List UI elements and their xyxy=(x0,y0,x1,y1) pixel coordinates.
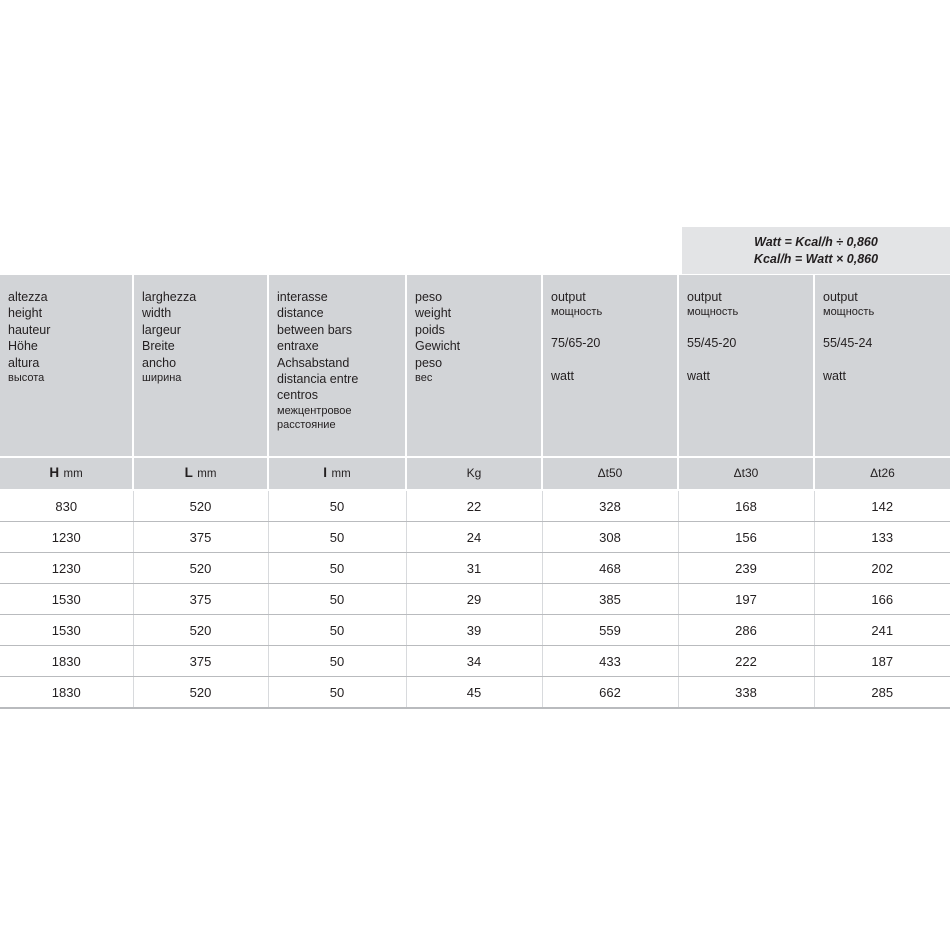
symbol-dt50: Δt50 xyxy=(597,466,623,480)
lang-en: weight xyxy=(415,306,452,321)
symbol-cell-height xyxy=(0,457,133,490)
cell-output-dt50: 433 xyxy=(542,646,678,677)
cell-output-dt50: 559 xyxy=(542,615,678,646)
table-row xyxy=(0,553,950,584)
lang-es: peso xyxy=(415,355,443,370)
conversion-note-line-2: Kcal/h = Watt × 0,860 xyxy=(753,251,879,266)
lang-de: Achsabstand xyxy=(277,355,350,370)
cell-height: 1230 xyxy=(0,553,133,584)
cell-output-dt30: 222 xyxy=(678,646,814,677)
cell-width: 520 xyxy=(133,677,268,709)
conversion-note xyxy=(682,226,950,274)
symbol-dt26: Δt26 xyxy=(870,466,895,480)
lang-es-1: distancia entre xyxy=(277,372,359,387)
cell-width: 375 xyxy=(133,522,268,553)
spacer xyxy=(823,319,950,335)
symbol-cell-width xyxy=(133,457,268,490)
lang-en-1: distance xyxy=(277,306,324,321)
spacer xyxy=(687,352,813,368)
symbol-cell-dt30 xyxy=(678,457,814,490)
header-cell-width xyxy=(133,275,268,457)
specs-table xyxy=(0,275,950,709)
lang-en: output xyxy=(551,290,586,304)
lang-en: width xyxy=(142,306,172,321)
cell-output-dt50: 308 xyxy=(542,522,678,553)
symbol-dt30: Δt30 xyxy=(733,466,759,480)
table-row xyxy=(0,646,950,677)
cell-output-dt26: 241 xyxy=(814,615,950,646)
header-cell-height xyxy=(0,275,133,457)
lang-ru: мощность xyxy=(687,306,739,319)
lang-ru-1: межцентровое xyxy=(277,404,352,417)
cell-width: 375 xyxy=(133,584,268,615)
spacer xyxy=(823,352,950,368)
lang-it: interasse xyxy=(277,290,328,304)
spacer xyxy=(687,319,813,335)
table-row xyxy=(0,677,950,709)
cell-output-dt26: 142 xyxy=(814,490,950,522)
lang-fr: hauteur xyxy=(8,322,51,337)
cell-output-dt50: 468 xyxy=(542,553,678,584)
cell-weight: 34 xyxy=(406,646,542,677)
lang-ru: вес xyxy=(415,372,433,385)
cell-output-dt30: 156 xyxy=(678,522,814,553)
cell-width: 520 xyxy=(133,553,268,584)
table-row xyxy=(0,490,950,522)
cell-distance: 50 xyxy=(268,490,406,522)
cell-distance: 50 xyxy=(268,615,406,646)
cell-height: 1530 xyxy=(0,584,133,615)
cell-width: 520 xyxy=(133,615,268,646)
cell-weight: 24 xyxy=(406,522,542,553)
header-cell-distance xyxy=(268,275,406,457)
unit-height: mm xyxy=(63,468,83,480)
symbol-cell-dt50 xyxy=(542,457,678,490)
lang-it: altezza xyxy=(8,290,48,304)
header-cell-weight xyxy=(406,275,542,457)
cell-output-dt26: 285 xyxy=(814,677,950,709)
cell-width: 520 xyxy=(133,490,268,522)
table-row xyxy=(0,522,950,553)
specs-table-wrapper xyxy=(0,275,950,709)
cell-distance: 50 xyxy=(268,522,406,553)
cell-height: 1830 xyxy=(0,677,133,709)
symbol-distance: I xyxy=(323,465,328,480)
unit-watt: watt xyxy=(687,368,710,383)
cell-output-dt30: 168 xyxy=(678,490,814,522)
cell-output-dt30: 338 xyxy=(678,677,814,709)
spacer xyxy=(551,319,677,335)
lang-ru: ширина xyxy=(142,372,182,385)
cell-weight: 31 xyxy=(406,553,542,584)
symbol-weight: Kg xyxy=(466,466,482,480)
header-cell-output-dt26 xyxy=(814,275,950,457)
symbol-height: H xyxy=(49,465,60,480)
cell-distance: 50 xyxy=(268,646,406,677)
lang-de: Breite xyxy=(142,339,175,354)
cell-output-dt30: 197 xyxy=(678,584,814,615)
cell-output-dt30: 286 xyxy=(678,615,814,646)
cell-output-dt26: 202 xyxy=(814,553,950,584)
lang-de: Höhe xyxy=(8,339,38,354)
cell-weight: 22 xyxy=(406,490,542,522)
cell-output-dt50: 328 xyxy=(542,490,678,522)
cell-weight: 45 xyxy=(406,677,542,709)
cell-output-dt26: 187 xyxy=(814,646,950,677)
lang-en: output xyxy=(687,290,722,304)
lang-en-2: between bars xyxy=(277,322,353,337)
specs-table-body xyxy=(0,490,950,708)
cell-height: 830 xyxy=(0,490,133,522)
symbol-cell-dt26 xyxy=(814,457,950,490)
cell-output-dt26: 166 xyxy=(814,584,950,615)
header-languages-row xyxy=(0,275,950,457)
temp-regime: 55/45-20 xyxy=(687,336,737,351)
cell-height: 1230 xyxy=(0,522,133,553)
lang-fr: largeur xyxy=(142,322,181,337)
lang-it: larghezza xyxy=(142,290,197,304)
cell-output-dt26: 133 xyxy=(814,522,950,553)
temp-regime: 75/65-20 xyxy=(551,336,601,351)
lang-es: altura xyxy=(8,355,40,370)
lang-ru: мощность xyxy=(551,306,603,319)
symbol-cell-distance xyxy=(268,457,406,490)
header-symbols-row xyxy=(0,457,950,490)
lang-fr: poids xyxy=(415,322,445,337)
lang-es-2: centros xyxy=(277,388,318,403)
conversion-note-line-1: Watt = Kcal/h ÷ 0,860 xyxy=(754,234,878,249)
lang-fr: entraxe xyxy=(277,339,319,354)
cell-output-dt50: 385 xyxy=(542,584,678,615)
cell-distance: 50 xyxy=(268,677,406,709)
unit-watt: watt xyxy=(823,368,846,383)
lang-ru-2: расстояние xyxy=(277,418,336,431)
spacer xyxy=(551,352,677,368)
table-row xyxy=(0,615,950,646)
header-cell-output-dt50 xyxy=(542,275,678,457)
symbol-width: L xyxy=(184,465,193,480)
cell-height: 1830 xyxy=(0,646,133,677)
lang-en: height xyxy=(8,306,43,321)
lang-es: ancho xyxy=(142,355,177,370)
unit-watt: watt xyxy=(551,368,574,383)
lang-ru: высота xyxy=(8,372,45,385)
cell-weight: 29 xyxy=(406,584,542,615)
lang-en: output xyxy=(823,290,858,304)
cell-distance: 50 xyxy=(268,584,406,615)
cell-output-dt30: 239 xyxy=(678,553,814,584)
temp-regime: 55/45-24 xyxy=(823,336,873,351)
symbol-cell-weight xyxy=(406,457,542,490)
cell-weight: 39 xyxy=(406,615,542,646)
cell-output-dt50: 662 xyxy=(542,677,678,709)
table-row xyxy=(0,584,950,615)
cell-width: 375 xyxy=(133,646,268,677)
unit-width: mm xyxy=(197,468,217,480)
cell-height: 1530 xyxy=(0,615,133,646)
cell-distance: 50 xyxy=(268,553,406,584)
unit-distance: mm xyxy=(331,468,351,480)
header-cell-output-dt30 xyxy=(678,275,814,457)
lang-it: peso xyxy=(415,290,443,304)
lang-de: Gewicht xyxy=(415,339,461,354)
lang-ru: мощность xyxy=(823,306,875,319)
